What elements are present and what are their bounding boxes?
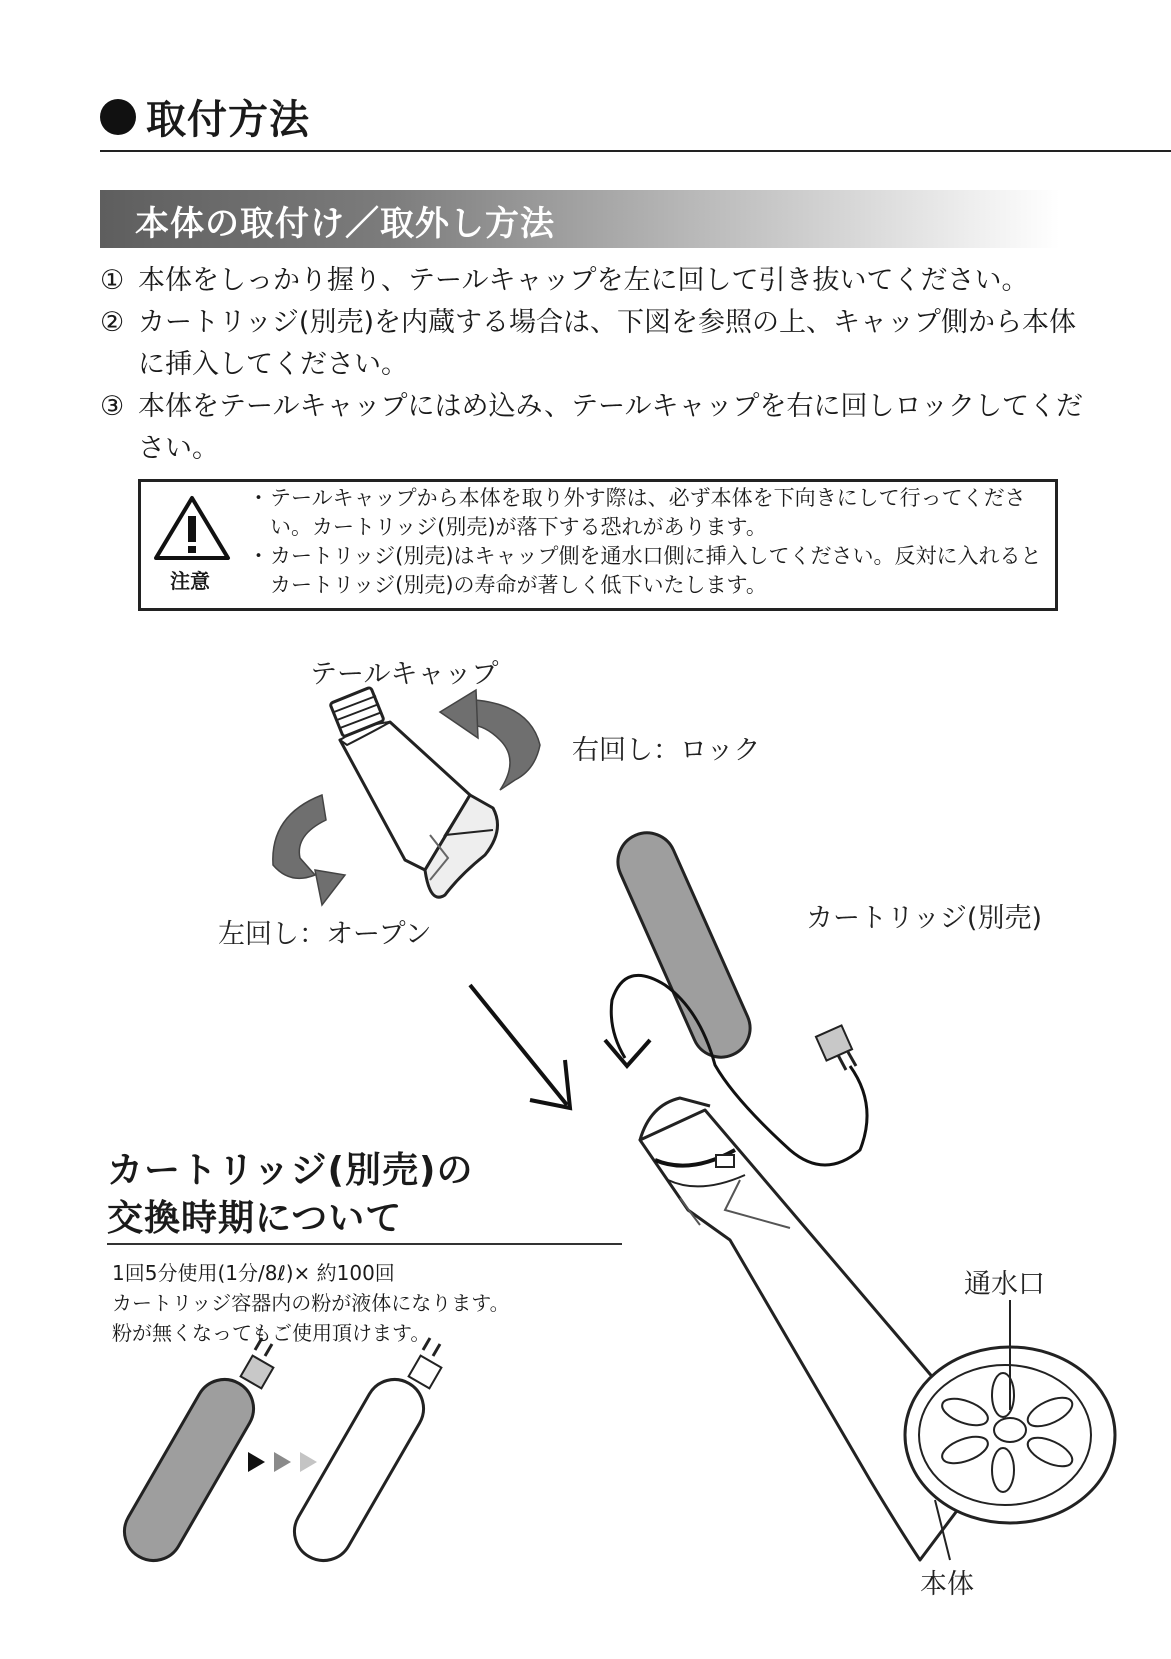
rotate-right-arrow-icon bbox=[440, 690, 540, 790]
replacement-heading-line: カートリッジ(別売)の bbox=[107, 1150, 474, 1191]
step-text: 本体をテールキャップにはめ込み、テールキャップを右に回しロックしてください。 bbox=[138, 391, 1083, 464]
page-title-text: 取付方法 bbox=[146, 97, 310, 143]
step-number: ① bbox=[100, 265, 125, 296]
note-bullet: ・ bbox=[248, 486, 269, 510]
empty-cartridge-illustration bbox=[284, 1338, 442, 1571]
progress-triangles-icon bbox=[248, 1452, 317, 1472]
step-text: 本体をしっかり握り、テールキャップを左に回して引き抜いてください。 bbox=[138, 265, 1029, 296]
cartridge-label: カートリッジ(別売) bbox=[806, 903, 1042, 934]
step-text: カートリッジ(別売)を内蔵する場合は、下図を参照の上、キャップ側から本体に挿入してください。 bbox=[138, 307, 1076, 380]
step-number: ③ bbox=[100, 391, 125, 422]
turn-left-label: 左回し：オープン bbox=[218, 919, 432, 950]
caution-label: 注意 bbox=[170, 569, 210, 593]
shower-head-body-illustration bbox=[640, 1098, 1115, 1560]
caution-note-text: テールキャップから本体を取り外す際は、必ず本体を下向きにして行ってください。カートリッジ(別売)が落下する恐れがあります。 bbox=[270, 486, 1026, 539]
turn-right-label: 右回し：ロック bbox=[572, 735, 761, 766]
replacement-heading bbox=[107, 1147, 473, 1243]
replacement-heading-line: 交換時期について bbox=[107, 1198, 403, 1239]
step-number: ② bbox=[100, 307, 125, 338]
water-outlet-label: 通水口 bbox=[964, 1269, 1045, 1300]
replacement-info-line: 1回5分使用(1分/8ℓ)× 約100回 bbox=[112, 1261, 395, 1285]
section-title: 本体の取付け／取外し方法 bbox=[135, 204, 555, 244]
replacement-divider bbox=[107, 1243, 622, 1245]
replacement-info bbox=[112, 1258, 510, 1348]
cartridge-illustration bbox=[609, 824, 856, 1070]
replacement-info-line: カートリッジ容器内の粉が液体になります。 bbox=[112, 1291, 510, 1315]
caution-note-text: カートリッジ(別売)はキャップ側を通水口側に挿入してください。反対に入れるとカートリッジ(別売)の寿命が著しく低下いたします。 bbox=[270, 544, 1042, 597]
direction-arrow-icon bbox=[470, 985, 570, 1108]
note-bullet: ・ bbox=[248, 544, 269, 568]
rotate-left-arrow-icon bbox=[273, 795, 345, 905]
body-label: 本体 bbox=[920, 1569, 974, 1600]
replacement-info-line: 粉が無くなってもご使用頂けます。 bbox=[112, 1321, 431, 1345]
tail-cap-label: テールキャップ bbox=[310, 659, 499, 690]
